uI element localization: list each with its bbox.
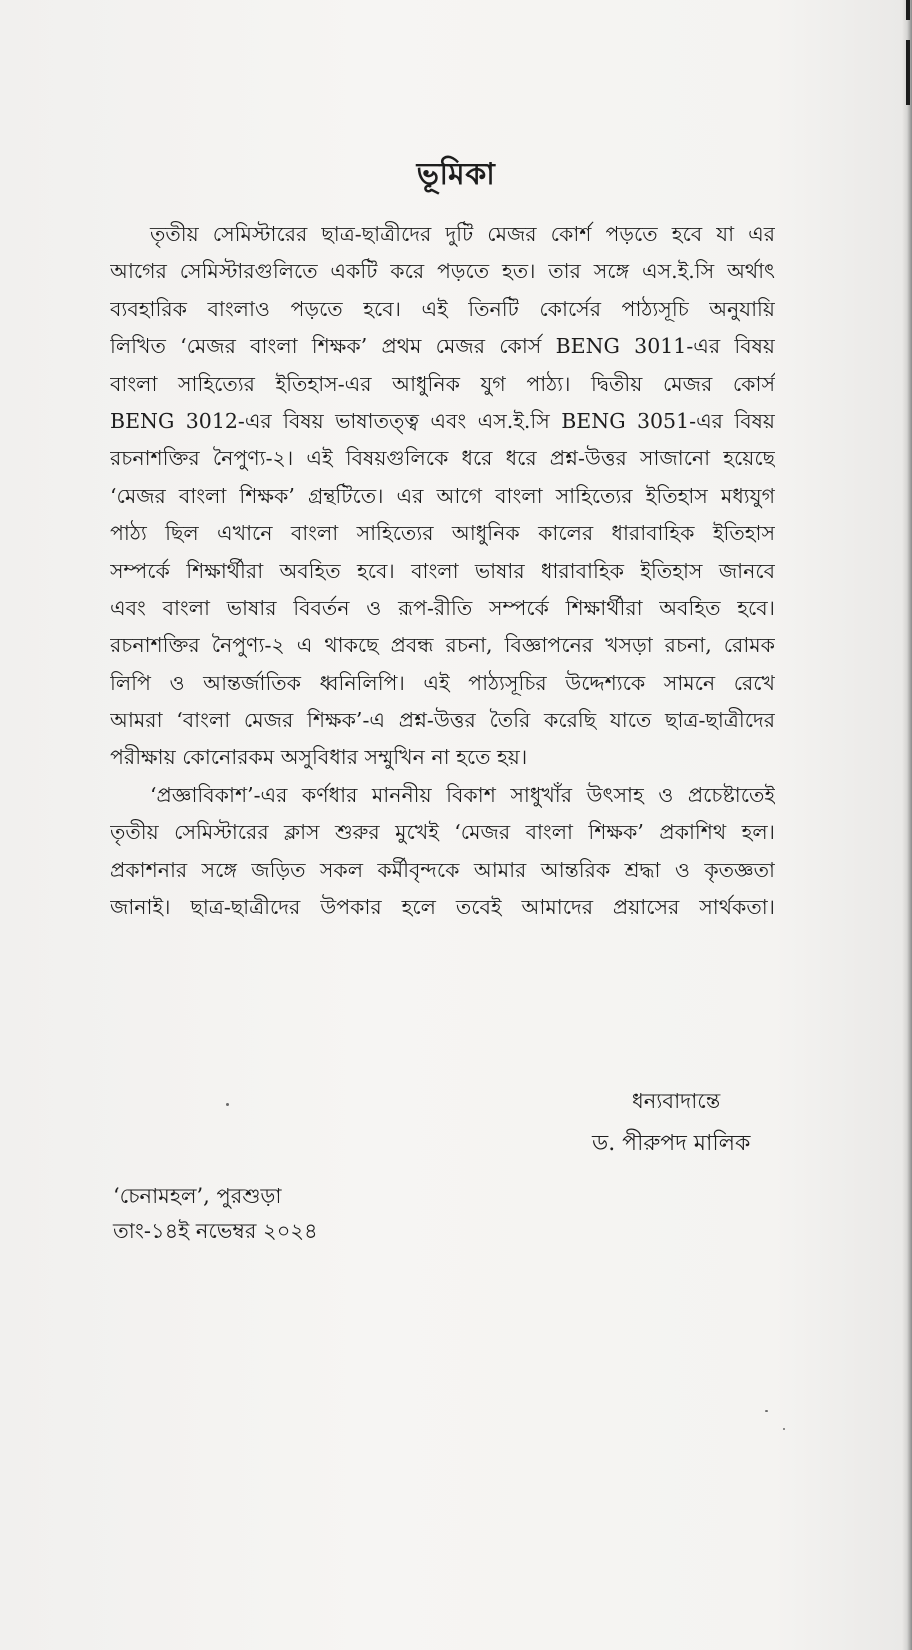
paragraph-2-line: ‘প্রজ্ঞাবিকাশ’-এর কর্ণধার মাননীয় বিকাশ সাধুখাঁর উৎসাহ ও প্রচেষ্টাতেই <box>150 782 775 807</box>
preface-body <box>110 216 775 926</box>
paragraph-1-line: পাঠ্য ছিল এখানে বাংলা সাহিত্যের আধুনিক কালের ধারাবাহিক ইতিহাস <box>110 521 775 546</box>
address-date: তাং-১৪ই নভেম্বর ২০২৪ <box>113 1219 318 1243</box>
paragraph-1-line: পরীক্ষায় কোনোরকম অসুবিধার সম্মুখিন না হতে হয়। <box>110 745 528 770</box>
paragraph-1-line: ব্যবহারিক বাংলাও পড়তে হবে। এই তিনটি কোর্সের পাঠ্যসূচি অনুযায়ি <box>110 296 775 321</box>
paragraph-1-line: বাংলা সাহিত্যের ইতিহাস-এর আধুনিক যুগ পাঠ্য। দ্বিতীয় মেজর কোর্স <box>110 371 775 396</box>
paragraph-1-line: সম্পর্কে শিক্ষার্থীরা অবহিত হবে। বাংলা ভাষার ধারাবাহিক ইতিহাস জানবে <box>110 558 775 583</box>
paragraph-1-line: লিপি ও আন্তর্জাতিক ধ্বনিলিপি। এই পাঠ্যসূচির উদ্দেশ্যকে সামনে রেখে <box>110 670 775 695</box>
page-edge-mark <box>906 40 910 105</box>
signature-closing: ধন্যবাদান্তে <box>632 1089 721 1113</box>
paper-speck <box>783 1428 785 1430</box>
paragraph-1-line: আমরা ‘বাংলা মেজর শিক্ষক’-এ প্রশ্ন-উত্তর তৈরি করেছি যাতে ছাত্র-ছাত্রীদের <box>110 708 775 733</box>
address-place: ‘চেনামহল’, পুরশুড়া <box>113 1184 282 1208</box>
page-edge-mark <box>906 0 910 20</box>
paragraph-2-line: জানাই। ছাত্র-ছাত্রীদের উপকার হলে তবেই আমাদের প্রয়াসের সার্থকতা। <box>110 895 775 920</box>
page-title: ভূমিকা <box>416 157 496 192</box>
paragraph-2-line: প্রকাশনার সঙ্গে জড়িত সকল কর্মীবৃন্দকে আমার আন্তরিক শ্রদ্ধা ও কৃতজ্ঞতা <box>110 857 775 882</box>
paragraph-2-line: তৃতীয় সেমিস্টারের ক্লাস শুরুর মুখেই ‘মেজর বাংলা শিক্ষক’ প্রকাশিথ হল। <box>110 820 775 845</box>
signature-name: ড. পীরুপদ মালিক <box>592 1131 751 1156</box>
paragraph-1-line: ‘মেজর বাংলা শিক্ষক’ গ্রন্থটিতে। এর আগে বাংলা সাহিত্যের ইতিহাস মধ্যযুগ <box>110 483 775 508</box>
paper-speck <box>226 1103 229 1106</box>
paragraph-1-line: রচনাশক্তির নৈপুণ্য-২ এ থাকছে প্রবন্ধ রচনা, বিজ্ঞাপনের খসড়া রচনা, রোমক <box>110 633 775 658</box>
paragraph-1-line: BENG 3012-এর বিষয় ভাষাতত্ত্ব এবং এস.ই.সি BENG 3051-এর বিষয় <box>110 408 775 433</box>
paragraph-1-line: লিখিত ‘মেজর বাংলা শিক্ষক’ প্রথম মেজর কোর্স BENG 3011-এর বিষয় <box>110 334 775 359</box>
paragraph-1-line: রচনাশক্তির নৈপুণ্য-২। এই বিষয়গুলিকে ধরে ধরে প্রশ্ন-উত্তর সাজানো হয়েছে <box>110 446 775 471</box>
paragraph-1-line: তৃতীয় সেমিস্টারের ছাত্র-ছাত্রীদের দুটি মেজর কোর্শ পড়তে হবে যা এর <box>150 222 775 246</box>
page-edge-shadow <box>902 0 912 1650</box>
paper-speck <box>765 1410 768 1412</box>
paragraph-1-line: আগের সেমিস্টারগুলিতে একটি করে পড়তে হত। তার সঙ্গে এস.ই.সি অর্থাৎ <box>110 259 775 284</box>
paragraph-1-line: এবং বাংলা ভাষার বিবর্তন ও রূপ-রীতি সম্পর্কে শিক্ষার্থীরা অবহিত হবে। <box>110 595 775 620</box>
